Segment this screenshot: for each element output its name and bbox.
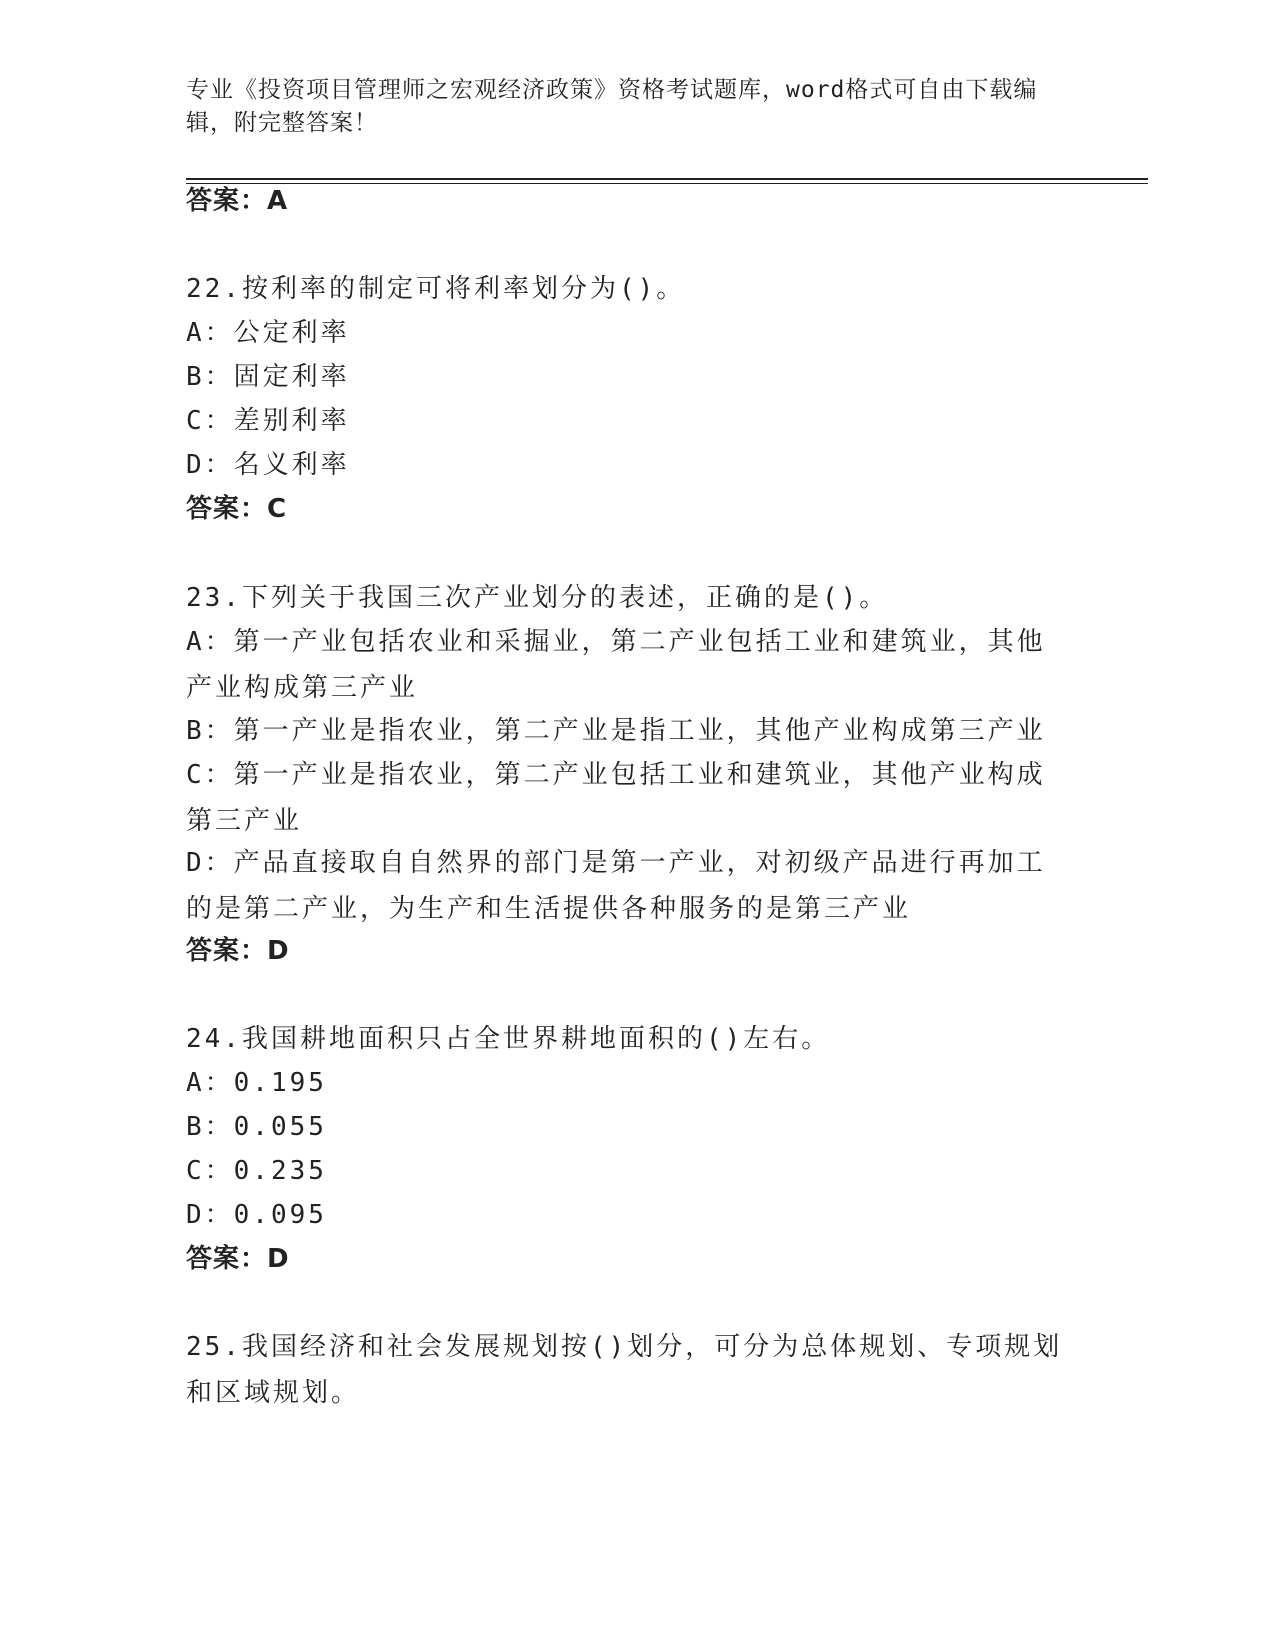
q23-option-a: A：第一产业包括农业和采掘业，第二产业包括工业和建筑业，其他产业构成第三产业: [186, 627, 1046, 703]
q23-option-c: C：第一产业是指农业，第二产业包括工业和建筑业，其他产业构成第三产业: [186, 760, 1046, 836]
q22-option-c: C：差别利率: [186, 406, 350, 436]
q22-option-b: B：固定利率: [186, 362, 350, 392]
q24-option-d: D：0.095: [186, 1200, 327, 1230]
document-header: 专业《投资项目管理师之宏观经济政策》资格考试题库，word格式可自由下载编辑，附完整答案！: [186, 77, 1038, 136]
question-23: 23.下列关于我国三次产业划分的表述，正确的是()。: [186, 583, 889, 613]
q23-option-b: B：第一产业是指农业，第二产业是指工业，其他产业构成第三产业: [186, 716, 1046, 746]
answer-22: 答案：C: [186, 494, 288, 524]
question-22: 22.按利率的制定可将利率划分为()。: [186, 274, 686, 304]
answer-23: 答案：D: [186, 936, 290, 966]
question-24: 24.我国耕地面积只占全世界耕地面积的()左右。: [186, 1024, 831, 1054]
answer-21: 答案：A: [186, 186, 289, 216]
answer-24: 答案：D: [186, 1244, 290, 1274]
q24-option-c: C：0.235: [186, 1156, 327, 1186]
q23-option-d: D：产品直接取自自然界的部门是第一产业，对初级产品进行再加工的是第二产业，为生产和生活提供各种服务的是第三产业: [186, 848, 1046, 924]
q22-option-a: A：公定利率: [186, 318, 350, 348]
question-25: 25.我国经济和社会发展规划按()划分，可分为总体规划、专项规划和区域规划。: [186, 1332, 1063, 1408]
q24-option-a: A：0.195: [186, 1068, 327, 1098]
q22-option-d: D：名义利率: [186, 450, 350, 480]
q24-option-b: B：0.055: [186, 1112, 327, 1142]
